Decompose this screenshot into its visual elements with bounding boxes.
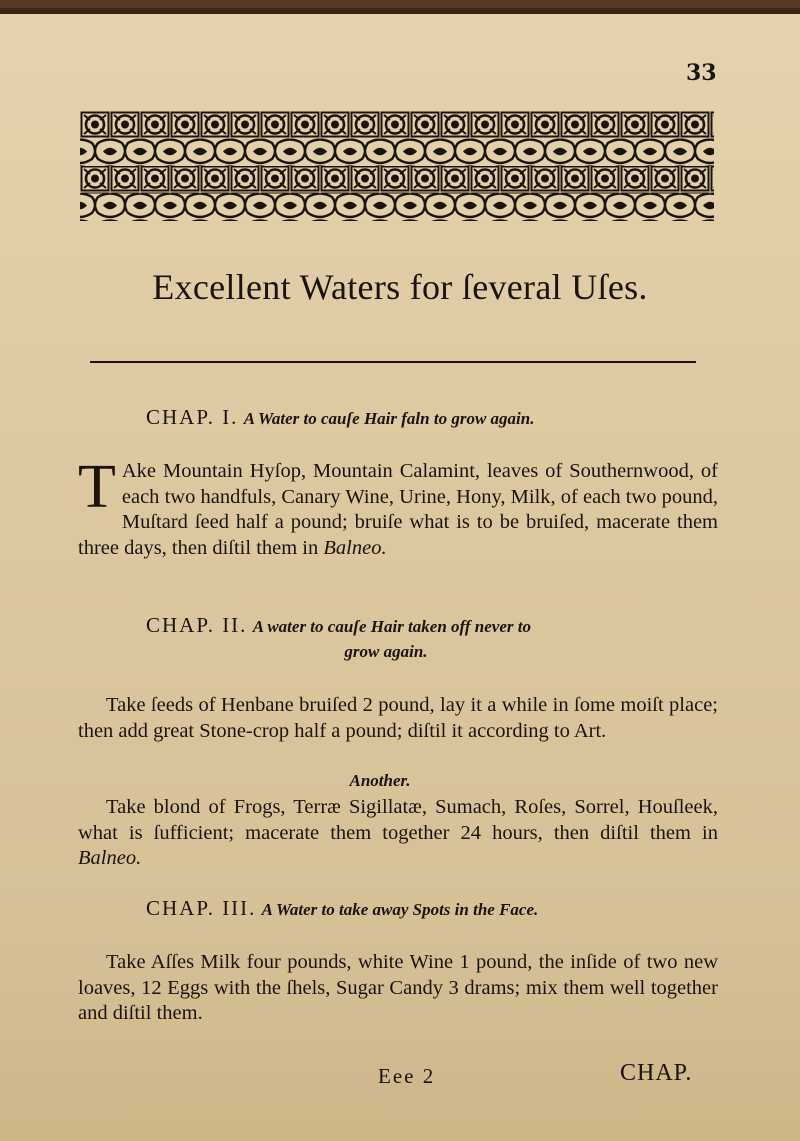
chapter-2-body: Take ſeeds of Henbane bruiſed 2 pound, lay it a while in ſome moiſt place; then add great Stone-crop half a pound; diſtil it according to Art.: [78, 694, 718, 742]
chapter-3-label: CHAP. III.: [146, 896, 257, 920]
chapter-1-text: Ake Mountain Hyſop, Mountain Calamint, leaves of Southernwood, of each two handfuls, Canary Wine, Urine, Hony, Milk, of each two pound, Muſtard ſeed half a pound; bruiſe what is to be bruiſed, macerate them three days, then diſtil them in: [78, 460, 718, 559]
title-rule: [90, 361, 696, 363]
another-balneo: Balneo.: [78, 847, 142, 870]
chapter-2-label: CHAP. II.: [146, 613, 248, 637]
chapter-1-label: CHAP. I.: [146, 405, 239, 429]
another-body: [78, 795, 718, 872]
another-text: Take blond of Frogs, Terræ Sigillatæ, Sumach, Roſes, Sorrel, Houſleek, what is ſufficient; macerate them together 24 hours, then diſtil them in: [78, 796, 718, 844]
signature-mark: Eee 2: [378, 1064, 436, 1088]
chapter-1-body: [78, 453, 718, 561]
printers-ornament-band: [80, 111, 714, 221]
another-subheading: Another.: [349, 771, 411, 790]
book-page: [0, 8, 800, 1141]
catchword: CHAP.: [620, 1060, 693, 1086]
chapter-3-heading: [146, 896, 538, 921]
page-title: Excellent Waters for ſeveral Uſes.: [152, 267, 648, 307]
chapter-2-heading: [146, 613, 531, 638]
drop-cap: T: [78, 453, 116, 521]
page-number: 33: [686, 60, 717, 86]
chapter-1-title: A Water to cauſe Hair faln to grow again.: [243, 409, 535, 428]
chapter-1-heading: [146, 405, 534, 430]
chapter-3-body: Take Aſſes Milk four pounds, white Wine 1 pound, the inſide of two new loaves, 12 Eggs with the ſhels, Sugar Candy 3 drams; mix them well together and diſtil them.: [78, 951, 718, 1025]
chapter-2-title-line-1: A water to cauſe Hair taken off never to: [252, 617, 531, 636]
chapter-2-title-line-2: grow again.: [344, 642, 428, 661]
chapter-1-balneo: Balneo.: [323, 536, 387, 559]
chapter-3-title: A Water to take away Spots in the Face.: [261, 900, 539, 919]
